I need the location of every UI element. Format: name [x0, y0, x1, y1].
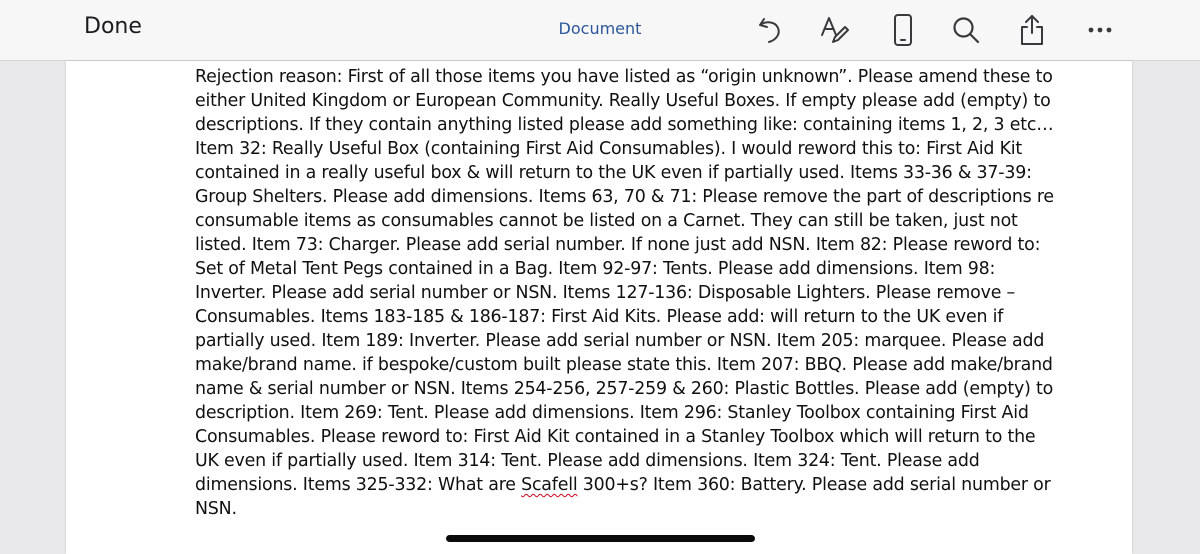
text-line: contained in a really useful box & will return to the UK even if partially used. Items 33-36 & 37-39: — [195, 163, 1032, 183]
search-icon[interactable] — [948, 12, 984, 48]
home-indicator[interactable] — [446, 535, 755, 542]
more-icon[interactable] — [1082, 12, 1118, 48]
edit-text-icon[interactable] — [816, 12, 852, 48]
document-title: Document — [558, 19, 642, 38]
text-line: partially used. Item 189: Inverter. Please add serial number or NSN. Item 205: marquee. Please add — [195, 331, 1045, 351]
text-line: UK even if partially used. Item 314: Tent. Please add dimensions. Item 324: Tent. Please add — [195, 451, 980, 471]
top-toolbar — [0, 0, 1200, 61]
document-viewport[interactable] — [0, 61, 1200, 554]
undo-icon[interactable] — [752, 12, 788, 48]
document-page — [66, 61, 1132, 554]
text-line: descriptions. If they contain anything listed please add something like: containing items 1, 2, 3 etc… — [195, 115, 1054, 135]
text-line: either United Kingdom or European Community. Really Useful Boxes. If empty please add (empty) to — [195, 91, 1051, 111]
text-line: name & serial number or NSN. Items 254-256, 257-259 & 260: Plastic Bottles. Please add (empty) to — [195, 379, 1054, 399]
text-line: Set of Metal Tent Pegs contained in a Bag. Item 92-97: Tents. Please add dimensions. Item 98: — [195, 259, 996, 279]
spelling-error-word[interactable]: Scafell — [521, 475, 578, 495]
text-line: description. Item 269: Tent. Please add dimensions. Item 296: Stanley Toolbox containing First Aid — [195, 403, 1029, 423]
text-line: Rejection reason: First of all those items you have listed as “origin unknown”. Please amend these to — [195, 67, 1053, 87]
text-line: Inverter. Please add serial number or NSN. Items 127-136: Disposable Lighters. Please remove – — [195, 283, 1016, 303]
phone-view-icon[interactable] — [885, 12, 921, 48]
text-line: Group Shelters. Please add dimensions. Items 63, 70 & 71: Please remove the part of descriptions re — [195, 187, 1054, 207]
text-line: consumable items as consumables cannot be listed on a Carnet. They can still be taken, just not — [195, 211, 1018, 231]
text-line: NSN. — [195, 499, 237, 519]
done-button[interactable]: Done — [84, 14, 142, 39]
text-line: listed. Item 73: Charger. Please add serial number. If none just add NSN. Item 82: Please reword to: — [195, 235, 1041, 255]
text-line: make/brand name. if bespoke/custom built please state this. Item 207: BBQ. Please add make/brand — [195, 355, 1053, 375]
text-line: Consumables. Please reword to: First Aid Kit contained in a Stanley Toolbox which will return to the — [195, 427, 1036, 447]
text-line — [195, 473, 1051, 497]
text-segment: 300+s? Item 360: Battery. Please add serial number or — [577, 475, 1051, 495]
text-segment: dimensions. Items 325-332: What are — [195, 475, 522, 495]
share-icon[interactable] — [1014, 12, 1050, 48]
text-line: Item 32: Really Useful Box (containing First Aid Consumables). I would reword this to: First Aid Kit — [195, 139, 1023, 159]
document-body — [195, 65, 1054, 521]
text-line: Consumables. Items 183-185 & 186-187: First Aid Kits. Please add: will return to the UK even if — [195, 307, 1004, 327]
